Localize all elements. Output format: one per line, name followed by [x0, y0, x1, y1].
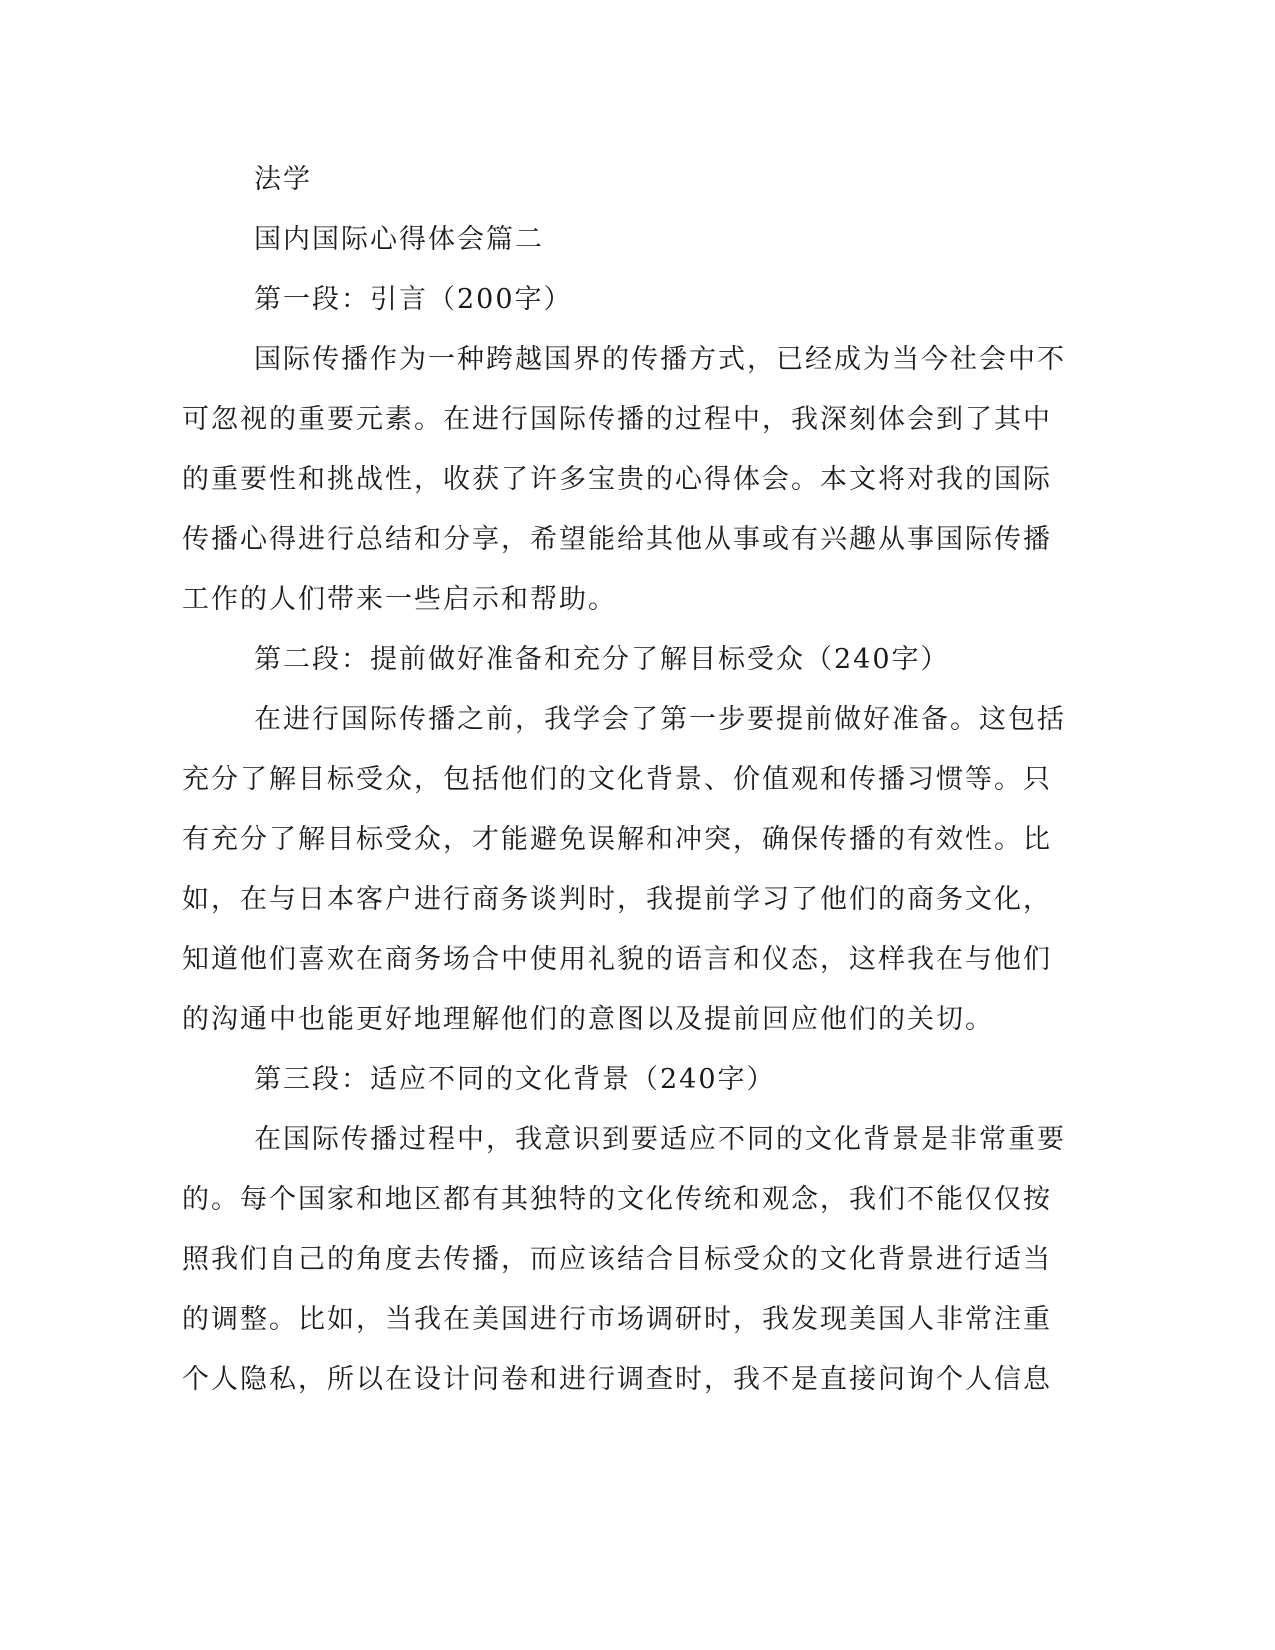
- document-page: [182, 150, 1066, 1410]
- heading-article-title: 国内国际心得体会篇二: [254, 224, 544, 255]
- paragraph-line: 照我们自己的角度去传播，而应该结合目标受众的文化背景进行适当: [182, 1244, 1052, 1275]
- paragraph-line: 工作的人们带来一些启示和帮助。: [182, 584, 617, 615]
- paragraph-line: 个人隐私，所以在设计问卷和进行调查时，我不是直接问询个人信息: [182, 1364, 1052, 1395]
- paragraph-line: 在国际传播过程中，我意识到要适应不同的文化背景是非常重要: [254, 1124, 1066, 1155]
- paragraph-line: 国际传播作为一种跨越国界的传播方式，已经成为当今社会中不: [254, 344, 1066, 375]
- paragraph-line: 传播心得进行总结和分享，希望能给其他从事或有兴趣从事国际传播: [182, 524, 1052, 555]
- paragraph-line: 可忽视的重要元素。在进行国际传播的过程中，我深刻体会到了其中: [182, 404, 1052, 435]
- heading-law: 法学: [254, 164, 312, 195]
- section-title: 第二段：提前做好准备和充分了解目标受众（240字）: [254, 644, 950, 675]
- paragraph-line: 的调整。比如，当我在美国进行市场调研时，我发现美国人非常注重: [182, 1304, 1052, 1335]
- section-title: 第一段：引言（200字）: [254, 284, 573, 315]
- paragraph: [182, 1110, 1066, 1410]
- paragraph: [182, 690, 1066, 1050]
- paragraph-line: 的重要性和挑战性，收获了许多宝贵的心得体会。本文将对我的国际: [182, 464, 1052, 495]
- section-title: 第三段：适应不同的文化背景（240字）: [254, 1064, 776, 1095]
- paragraph-line: 在进行国际传播之前，我学会了第一步要提前做好准备。这包括: [254, 704, 1066, 735]
- paragraph: [182, 330, 1066, 630]
- paragraph-line: 有充分了解目标受众，才能避免误解和冲突，确保传播的有效性。比: [182, 824, 1052, 855]
- paragraph-line: 充分了解目标受众，包括他们的文化背景、价值观和传播习惯等。只: [182, 764, 1052, 795]
- paragraph-line: 的沟通中也能更好地理解他们的意图以及提前回应他们的关切。: [182, 1004, 994, 1035]
- paragraph-line: 的。每个国家和地区都有其独特的文化传统和观念，我们不能仅仅按: [182, 1184, 1052, 1215]
- paragraph-line: 如，在与日本客户进行商务谈判时，我提前学习了他们的商务文化，: [182, 884, 1052, 915]
- paragraph-line: 知道他们喜欢在商务场合中使用礼貌的语言和仪态，这样我在与他们: [182, 944, 1052, 975]
